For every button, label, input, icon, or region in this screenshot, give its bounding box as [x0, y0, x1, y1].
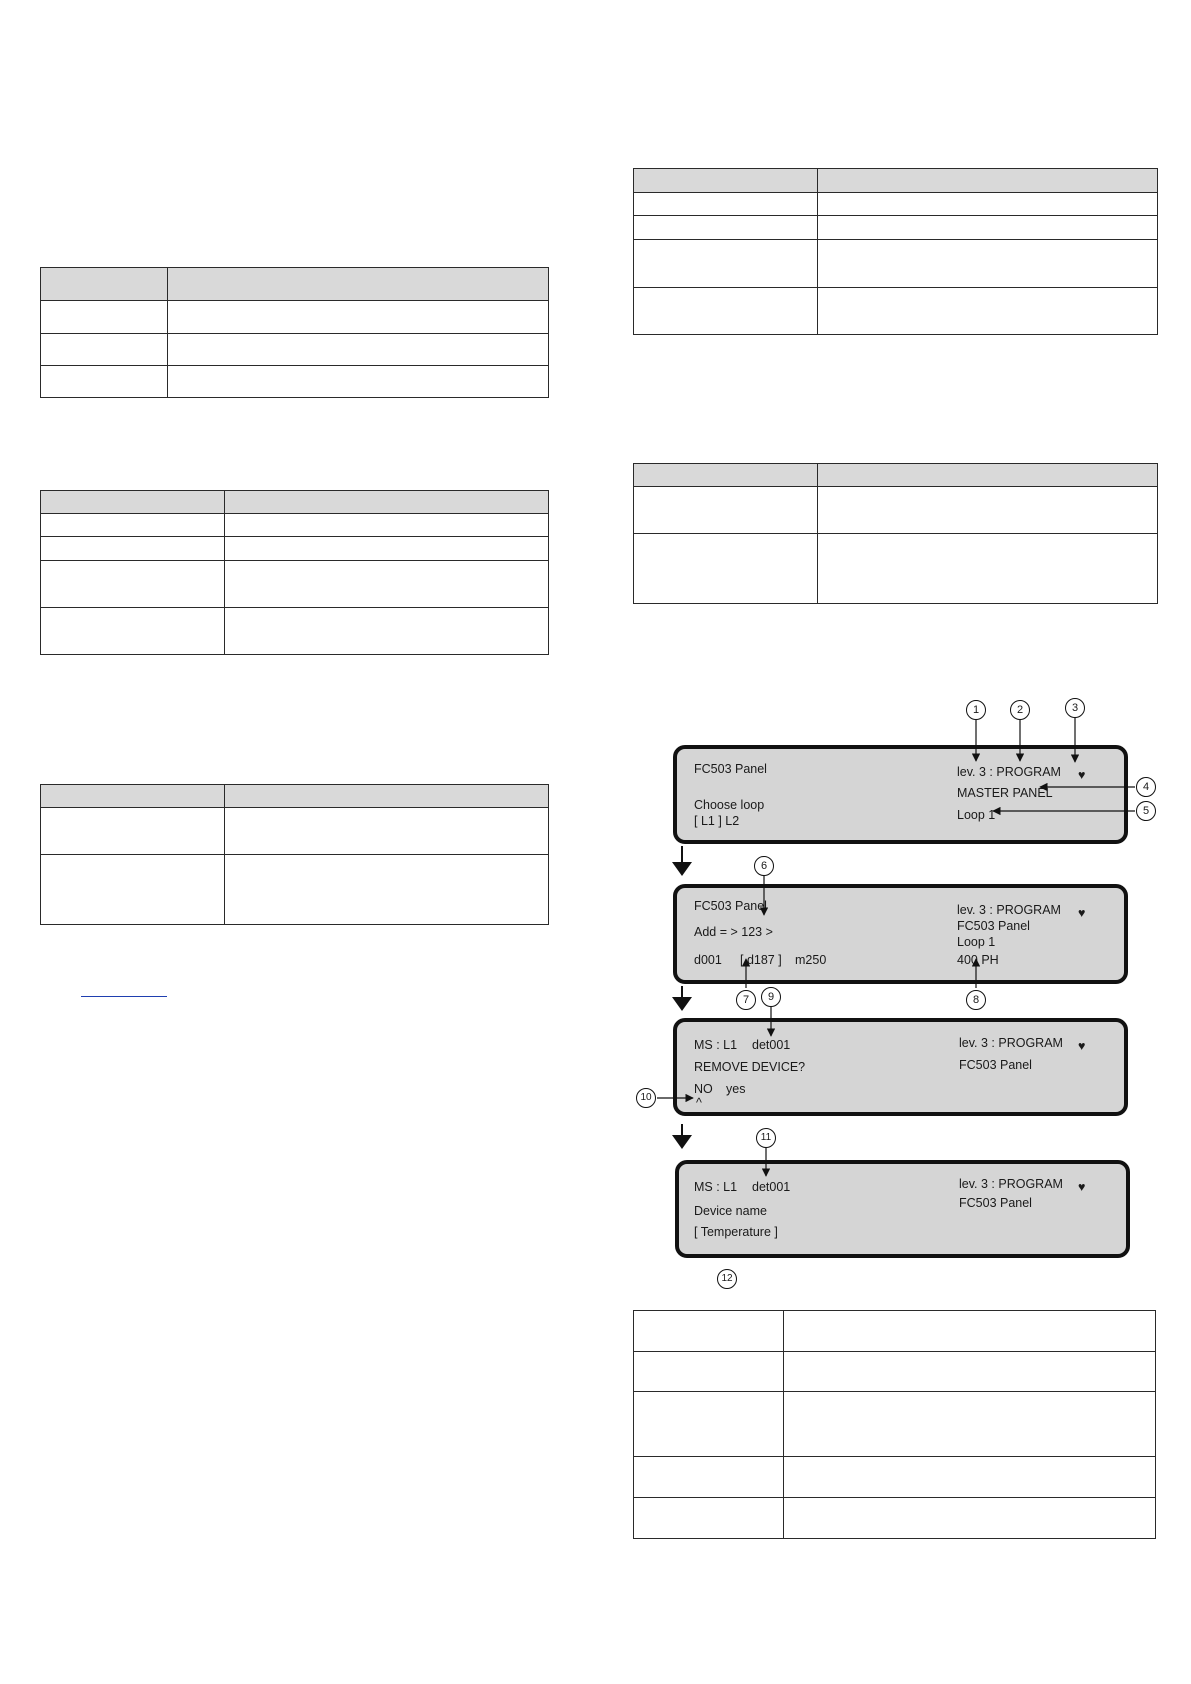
device-m250: m250: [795, 953, 827, 967]
callout-11: 11: [756, 1128, 776, 1148]
callout-2: 2: [1010, 700, 1030, 720]
arrow-down-icon: [672, 846, 692, 1149]
master-panel-label: MASTER PANEL: [957, 786, 1053, 800]
detector-label: det001: [752, 1180, 791, 1194]
callout-3: 3: [1065, 698, 1085, 718]
device-d001: d001: [694, 953, 722, 967]
loop-options: [ L1 ] L2: [694, 814, 740, 828]
no-option: NO: [694, 1082, 713, 1096]
callout-4: 4: [1136, 777, 1156, 797]
detector-label: det001: [752, 1038, 791, 1052]
panel-name: FC503 Panel: [959, 1196, 1032, 1210]
device-name-value: [ Temperature ]: [694, 1225, 778, 1239]
callout-12: 12: [717, 1269, 737, 1289]
panel-title: FC503 Panel: [694, 899, 767, 913]
remove-device-question: REMOVE DEVICE?: [694, 1060, 806, 1074]
cursor-caret: ^: [696, 1096, 702, 1110]
level-label: lev. 3 : PROGRAM: [959, 1036, 1063, 1050]
heart-icon: ♥: [1078, 1180, 1086, 1194]
callout-10: 10: [636, 1088, 656, 1108]
choose-loop-prompt: Choose loop: [694, 798, 765, 812]
panel-name: FC503 Panel: [959, 1058, 1032, 1072]
panel-title: FC503 Panel: [694, 762, 767, 776]
device-name-label: Device name: [694, 1204, 767, 1218]
level-label: lev. 3 : PROGRAM: [959, 1177, 1063, 1191]
loop-label: Loop 1: [957, 808, 996, 822]
loop-label: Loop 1: [957, 935, 996, 949]
callout-5: 5: [1136, 801, 1156, 821]
callout-7: 7: [736, 990, 756, 1010]
device-d187-selected: [ d187 ]: [740, 953, 782, 967]
level-label: lev. 3 : PROGRAM: [957, 903, 1061, 917]
callout-6: 6: [754, 856, 774, 876]
ms-loop-label: MS : L1: [694, 1180, 738, 1194]
callout-9: 9: [761, 987, 781, 1007]
yes-option: yes: [726, 1082, 746, 1096]
panel-name: FC503 Panel: [957, 919, 1030, 933]
ms-loop-label: MS : L1: [694, 1038, 738, 1052]
heart-icon: ♥: [1078, 1039, 1086, 1053]
device-type: 400 PH: [957, 953, 999, 967]
heart-icon: ♥: [1078, 906, 1086, 920]
callout-8: 8: [966, 990, 986, 1010]
address-label: Add = > 123 >: [694, 925, 773, 939]
heart-icon: ♥: [1078, 768, 1086, 782]
level-label: lev. 3 : PROGRAM: [957, 765, 1061, 779]
callout-1: 1: [966, 700, 986, 720]
